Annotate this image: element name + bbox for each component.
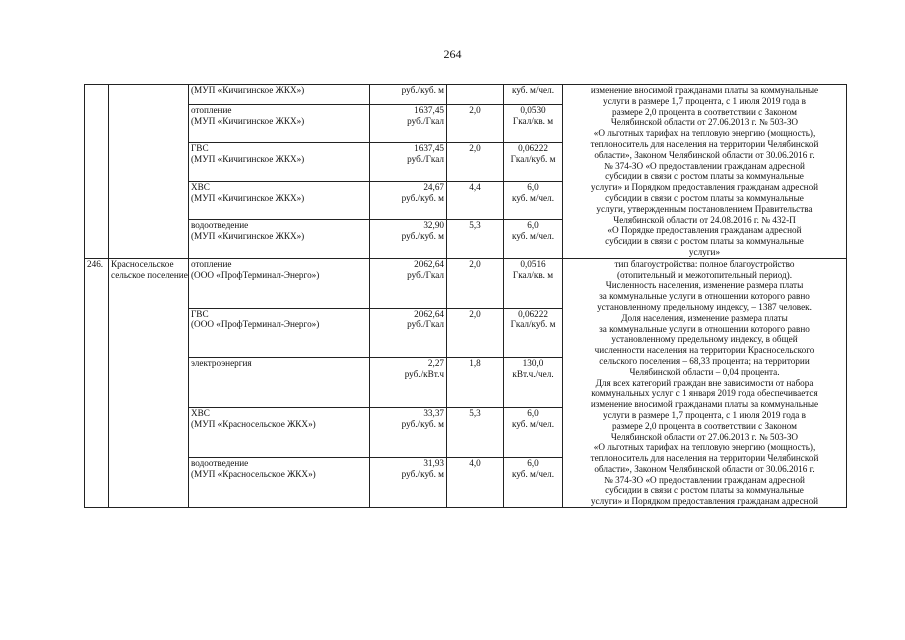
tariff-line: 2062,64 (414, 308, 444, 319)
note-line: Численность населения, изменение размера платы (605, 280, 804, 291)
norm-line: 6,0 (527, 220, 539, 231)
tariff (370, 85, 447, 105)
percent-value: 4,0 (469, 458, 481, 469)
note-line: субсидии в связи с ростом платы за коммунальные (605, 236, 804, 247)
note-line: (отопительный и межотопительный период). (616, 269, 793, 280)
note-line: теплоноситель для населения на территории Челябинской (590, 138, 819, 149)
consumption-norm (504, 143, 563, 181)
note-line: Доля населения, изменение размера платы (621, 312, 788, 323)
service-name-line: ГВС (191, 143, 209, 154)
tariff (370, 458, 447, 508)
service-name-line: (МУП «Красносельское ЖКХ») (191, 468, 316, 479)
note-line: тип благоустройства: полное благоустройство (614, 258, 795, 269)
note-text (563, 85, 847, 259)
note-line: установленному предельному индексу, – 1387 человек. (597, 301, 812, 312)
note-line: субсидии в связи с ростом платы за коммунальные (605, 485, 804, 496)
percent-value: 2,0 (469, 143, 481, 154)
service-name (189, 458, 370, 508)
service-name (189, 220, 370, 258)
note-line: Челябинской области от 27.06.2013 г. № 503-ЗО (610, 117, 799, 128)
percent-change (447, 143, 504, 181)
percent-value: 2,0 (469, 105, 481, 116)
tariff-line: 33,37 (423, 408, 444, 419)
table-body (85, 85, 847, 508)
note-line: коммунальных услуг с 1 января 2019 года обеспечивается (591, 388, 818, 399)
tariff (370, 408, 447, 458)
note-line: изменение вносимой гражданами платы за коммунальные (590, 399, 819, 410)
norm-line: куб. м/чел. (511, 468, 555, 479)
tariff (370, 308, 447, 358)
norm-line: 0,0530 (520, 105, 546, 116)
tariff-line: руб./Гкал (407, 154, 444, 165)
tariff-line: руб./куб. м (401, 192, 444, 203)
note-line: области», Законом Челябинской области от 30.06.2016 г. (594, 463, 815, 474)
norm-line: 6,0 (527, 458, 539, 469)
tariff-line: руб./Гкал (407, 269, 444, 280)
norm-line: куб. м/чел. (511, 192, 555, 203)
service-name-line: отопление (191, 258, 232, 269)
norm-line: 0,0516 (520, 258, 546, 269)
page-number: 264 (443, 47, 462, 61)
note-line: услуги в размере 1,7 процента, с 1 июля 2019 года в (603, 95, 806, 106)
tariff-line: руб./куб. м (401, 231, 444, 242)
consumption-norm (504, 85, 563, 105)
percent-change (447, 408, 504, 458)
service-name-line: (МУП «Кичигинское ЖКХ») (191, 192, 305, 203)
note-line: сельского поселения – 68,33 процента; на территории (599, 355, 810, 366)
norm-line: кВт.ч./чел. (512, 369, 554, 380)
note-line: Челябинской области – 0,04 процента. (629, 366, 780, 377)
percent-change (447, 181, 504, 219)
tariff (370, 143, 447, 181)
note-line: услуги» и Порядком предоставления гражданам адресной (590, 182, 819, 193)
percent-change (447, 308, 504, 358)
norm-line: 0,06222 (518, 143, 548, 154)
note-line: изменение вносимой гражданами платы за коммунальные (590, 85, 819, 95)
service-name-line: (МУП «Кичигинское ЖКХ») (191, 115, 305, 126)
row-number (85, 258, 109, 507)
service-name (189, 143, 370, 181)
norm-line: Гкал/кв. м (512, 269, 554, 280)
consumption-norm (504, 105, 563, 143)
note-line: численности населения на территории Красносельского (594, 345, 815, 356)
note-line: Челябинской области от 24.08.2016 г. № 432-П (613, 214, 796, 225)
tariff-table (84, 84, 847, 508)
norm-line: Гкал/кв. м (512, 115, 554, 126)
service-name-line: отопление (191, 105, 232, 116)
percent-value: 5,3 (469, 220, 481, 231)
norm-line: 0,06222 (518, 308, 548, 319)
tariff-line: 31,93 (423, 458, 444, 469)
note-line: Для всех категорий граждан вне зависимости от набора (595, 377, 814, 388)
note-line: № 374-ЗО «О предоставлении гражданам адресной (604, 160, 805, 171)
tariff (370, 220, 447, 258)
tariff-line: руб./куб. м (401, 419, 444, 430)
percent-change (447, 258, 504, 308)
percent-value: 2,0 (469, 308, 481, 319)
row-number-text: 246. (87, 258, 104, 269)
service-name (189, 258, 370, 308)
note-line: установленному предельному индексу, в общей (611, 334, 798, 345)
note-line: области», Законом Челябинской области от 30.06.2016 г. (594, 149, 815, 160)
note-line: за коммунальные услуги в отношении которого равно (599, 323, 810, 334)
note-line: Челябинской области от 27.06.2013 г. № 503-ЗО (610, 431, 799, 442)
tariff-line: 1637,45 (414, 105, 444, 116)
norm-line: куб. м/чел. (511, 231, 555, 242)
tariff (370, 105, 447, 143)
note-line: услуги, утвержденным постановлением Правительства (596, 203, 813, 214)
tariff-line: руб./Гкал (407, 319, 444, 330)
settlement-name-line: Красносельское (111, 258, 174, 269)
table-row (85, 258, 847, 308)
consumption-norm (504, 181, 563, 219)
note-line: размере 2,0 процента в соответствии с Законом (612, 106, 797, 117)
note-line: услуги в размере 1,7 процента, с 1 июля 2019 года в (603, 409, 806, 420)
norm-line: 6,0 (527, 181, 539, 192)
service-name-line: (МУП «Кичигинское ЖКХ») (191, 154, 305, 165)
norm-line: 6,0 (527, 408, 539, 419)
note-line: за коммунальные услуги в отношении которого равно (599, 291, 810, 302)
tariff-line: руб./Гкал (407, 115, 444, 126)
consumption-norm (504, 358, 563, 408)
service-name-line: ХВС (191, 181, 210, 192)
service-name (189, 358, 370, 408)
norm-line: куб. м/чел. (511, 85, 555, 95)
settlement-name-line: сельское поселение (111, 269, 188, 280)
percent-value: 2,0 (469, 258, 481, 269)
service-name-line: (ООО «ПрофТерминал-Энерго») (191, 269, 320, 280)
tariff (370, 358, 447, 408)
service-name-line: ГВС (191, 308, 209, 319)
note-line: «О льготных тарифах на тепловую энергию (мощность), (593, 442, 816, 453)
tariff-line: руб./куб. м (401, 85, 444, 95)
tariff-line: руб./кВт.ч (404, 369, 444, 380)
norm-line: куб. м/чел. (511, 419, 555, 430)
service-name (189, 408, 370, 458)
percent-value: 4,4 (469, 181, 481, 192)
table-row (85, 85, 847, 105)
settlement-name (109, 85, 189, 259)
tariff-line: 24,67 (423, 181, 444, 192)
tariff (370, 181, 447, 219)
note-line: субсидии в связи с ростом платы за коммунальные (605, 171, 804, 182)
percent-change (447, 220, 504, 258)
consumption-norm (504, 220, 563, 258)
note-line: размере 2,0 процента в соответствии с Законом (612, 420, 797, 431)
percent-change (447, 458, 504, 508)
consumption-norm (504, 258, 563, 308)
tariff-line: руб./куб. м (401, 468, 444, 479)
service-name-line: ХВС (191, 408, 210, 419)
percent-value: 5,3 (469, 408, 481, 419)
note-text (563, 258, 847, 507)
note-line: услуги» и Порядком предоставления гражданам адресной (590, 496, 819, 507)
service-name-line: (МУП «Красносельское ЖКХ») (191, 419, 316, 430)
norm-line: Гкал/куб. м (510, 154, 556, 165)
service-name-line: электроэнергия (191, 358, 252, 369)
tariff-line: 2,27 (427, 358, 444, 369)
tariff-line: 2062,64 (414, 258, 444, 269)
settlement-name (109, 258, 189, 507)
percent-value: 1,8 (469, 358, 481, 369)
service-name (189, 105, 370, 143)
service-name-line: (МУП «Кичигинское ЖКХ») (191, 231, 305, 242)
norm-line: Гкал/куб. м (510, 319, 556, 330)
percent-change (447, 105, 504, 143)
service-name (189, 181, 370, 219)
note-line: теплоноситель для населения на территории Челябинской (590, 453, 819, 464)
service-name-line: водоотведение (191, 458, 249, 469)
tariff-line: 32,90 (423, 220, 444, 231)
tariff-line: 1637,45 (414, 143, 444, 154)
note-line: «О льготных тарифах на тепловую энергию (мощность), (593, 128, 816, 139)
service-name (189, 308, 370, 358)
percent-change (447, 85, 504, 105)
consumption-norm (504, 308, 563, 358)
service-name (189, 85, 370, 105)
consumption-norm (504, 458, 563, 508)
note-line: услуги» (688, 246, 721, 257)
consumption-norm (504, 408, 563, 458)
note-line: «О Порядке предоставления гражданам адресной (607, 225, 802, 236)
row-number (85, 85, 109, 259)
service-name-line: водоотведение (191, 220, 249, 231)
note-line: № 374-ЗО «О предоставлении гражданам адресной (604, 474, 805, 485)
service-name-line: (МУП «Кичигинское ЖКХ») (191, 85, 305, 95)
norm-line: 130,0 (522, 358, 544, 369)
tariff (370, 258, 447, 308)
percent-change (447, 358, 504, 408)
note-line: субсидии в связи с ростом платы за коммунальные (605, 192, 804, 203)
service-name-line: (ООО «ПрофТерминал-Энерго») (191, 319, 320, 330)
